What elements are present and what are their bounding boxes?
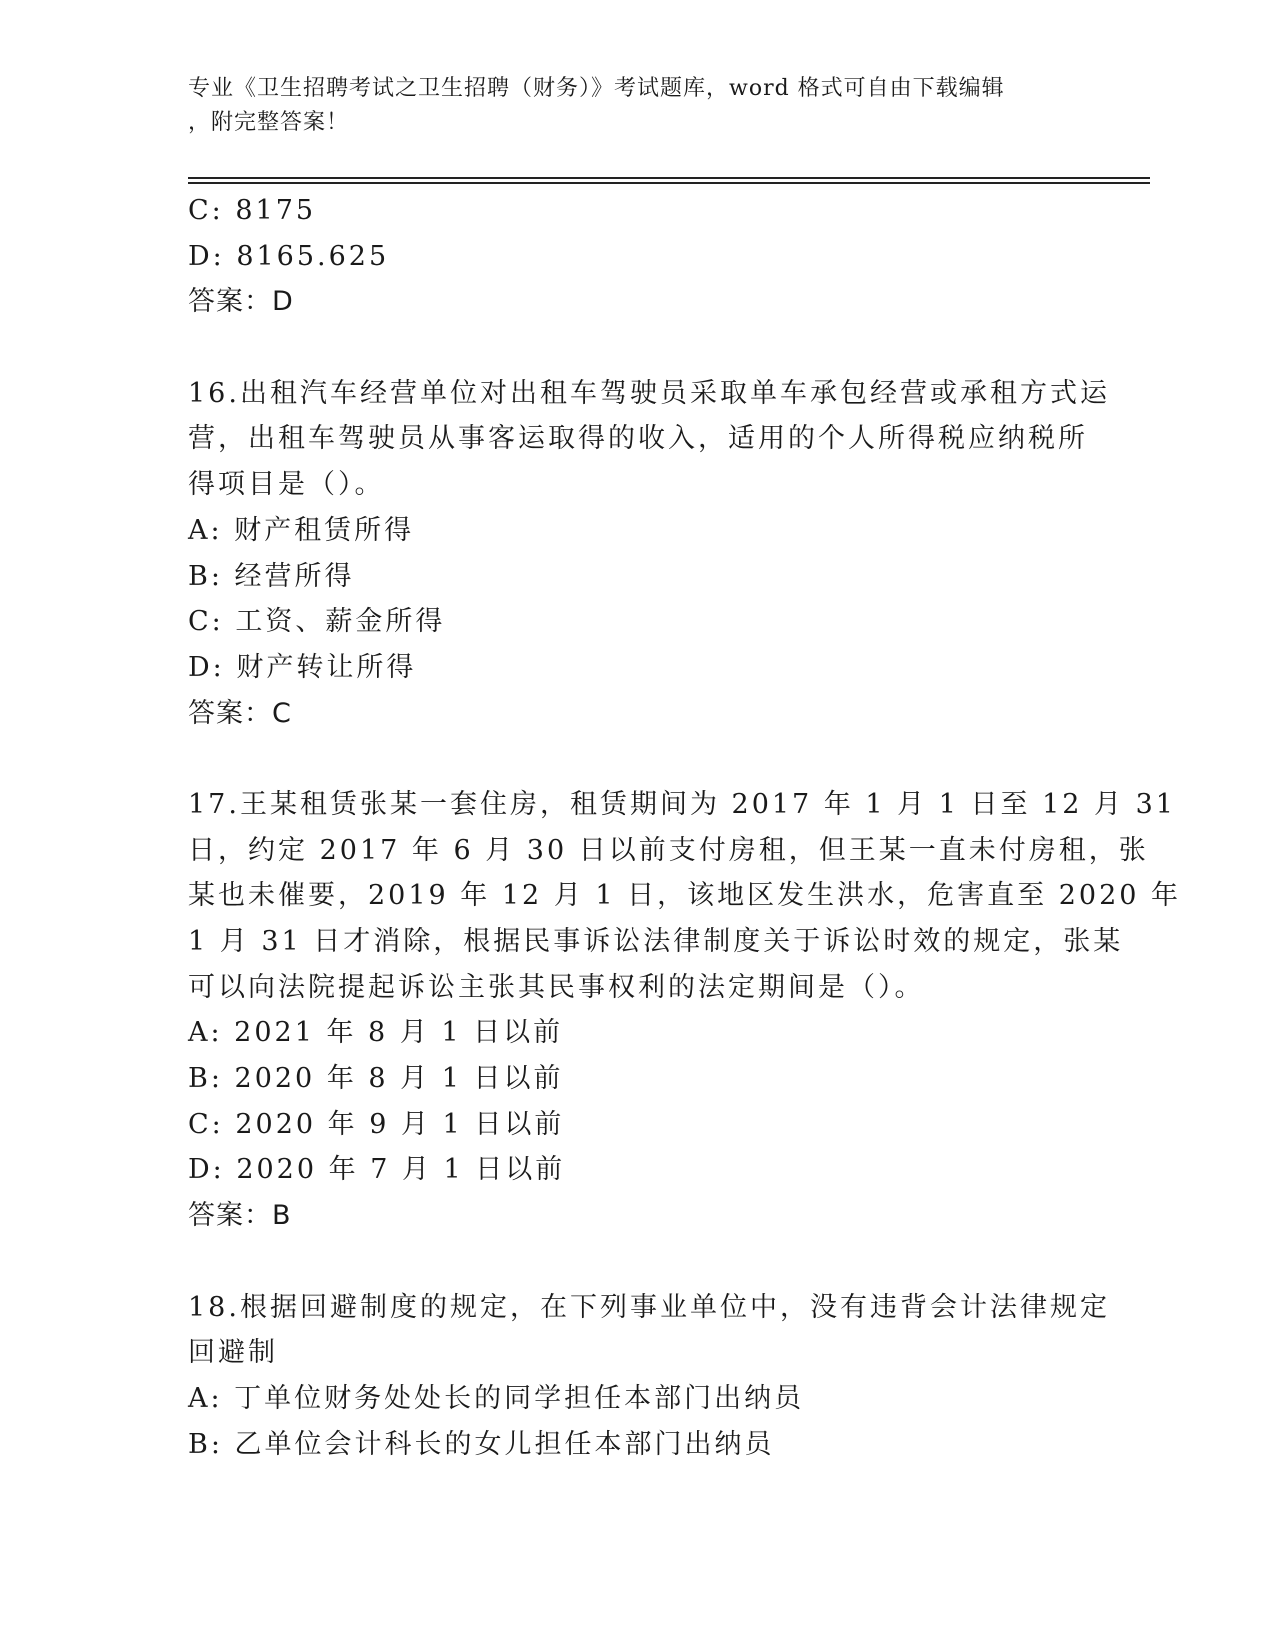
option-b: B: 2020 年 8 月 1 日以前 [188,1063,564,1095]
spacer [188,1239,1088,1285]
option-d: D: 2020 年 7 月 1 日以前 [188,1154,566,1186]
question-text-line: 16.出租汽车经营单位对出租车驾驶员采取单车承包经营或承租方式运 [188,377,1110,409]
answer-line: 答案：B [188,1200,292,1232]
option-c: C: 2020 年 9 月 1 日以前 [188,1108,565,1140]
question-text-line: 日，约定 2017 年 6 月 30 日以前支付房租，但王某一直未付房租，张 [188,834,1149,866]
question-text-line: 回避制 [188,1337,278,1369]
question-text-line: 1 月 31 日才消除，根据民事诉讼法律制度关于诉讼时效的规定，张某 [188,926,1124,957]
option-b: B: 经营所得 [188,560,355,592]
answer-line: 答案：C [188,697,292,729]
option-a: A: 丁单位财务处处长的同学担任本部门出纳员 [188,1382,805,1414]
spacer [188,325,1088,371]
question-text-line: 可以向法院提起诉讼主张其民事权利的法定期间是（）。 [188,971,925,1003]
spacer [188,736,1088,782]
option-b: B: 乙单位会计科长的女儿担任本部门出纳员 [188,1428,775,1460]
question-text-line: 某也未催要，2019 年 12 月 1 日，该地区发生洪水，危害直至 2020 年 [188,880,1182,912]
question-text-line: 营，出租车驾驶员从事客运取得的收入，适用的个人所得税应纳税所 [188,423,1088,455]
header-divider-bottom [188,182,1150,184]
option-a: A: 2021 年 8 月 1 日以前 [188,1017,564,1049]
question-text-line: 得项目是（）。 [188,469,385,501]
question-17 [188,782,1182,1239]
option-a: A: 财产租赁所得 [188,514,415,546]
option-c: C: 8175 [188,195,317,226]
header-line-1: 专业《卫生招聘考试之卫生招聘（财务）》考试题库，word 格式可自由下载编辑 [188,76,1005,101]
header-divider-top [188,177,1150,179]
option-d: D: 8165.625 [188,240,390,272]
document-body [188,188,1182,1467]
document-header [188,72,1088,140]
question-15-tail [188,188,1088,325]
header-line-2: ，附完整答案！ [188,110,350,135]
option-d: D: 财产转让所得 [188,651,417,683]
question-text-line: 18.根据回避制度的规定，在下列事业单位中，没有违背会计法律规定 [188,1291,1110,1323]
answer-line: 答案：D [188,286,294,318]
question-18 [188,1285,1110,1468]
option-c: C: 工资、薪金所得 [188,606,446,638]
question-16 [188,371,1110,737]
question-text-line: 17.王某租赁张某一套住房，租赁期间为 2017 年 1 月 1 日至 12 月 31 [188,788,1176,820]
